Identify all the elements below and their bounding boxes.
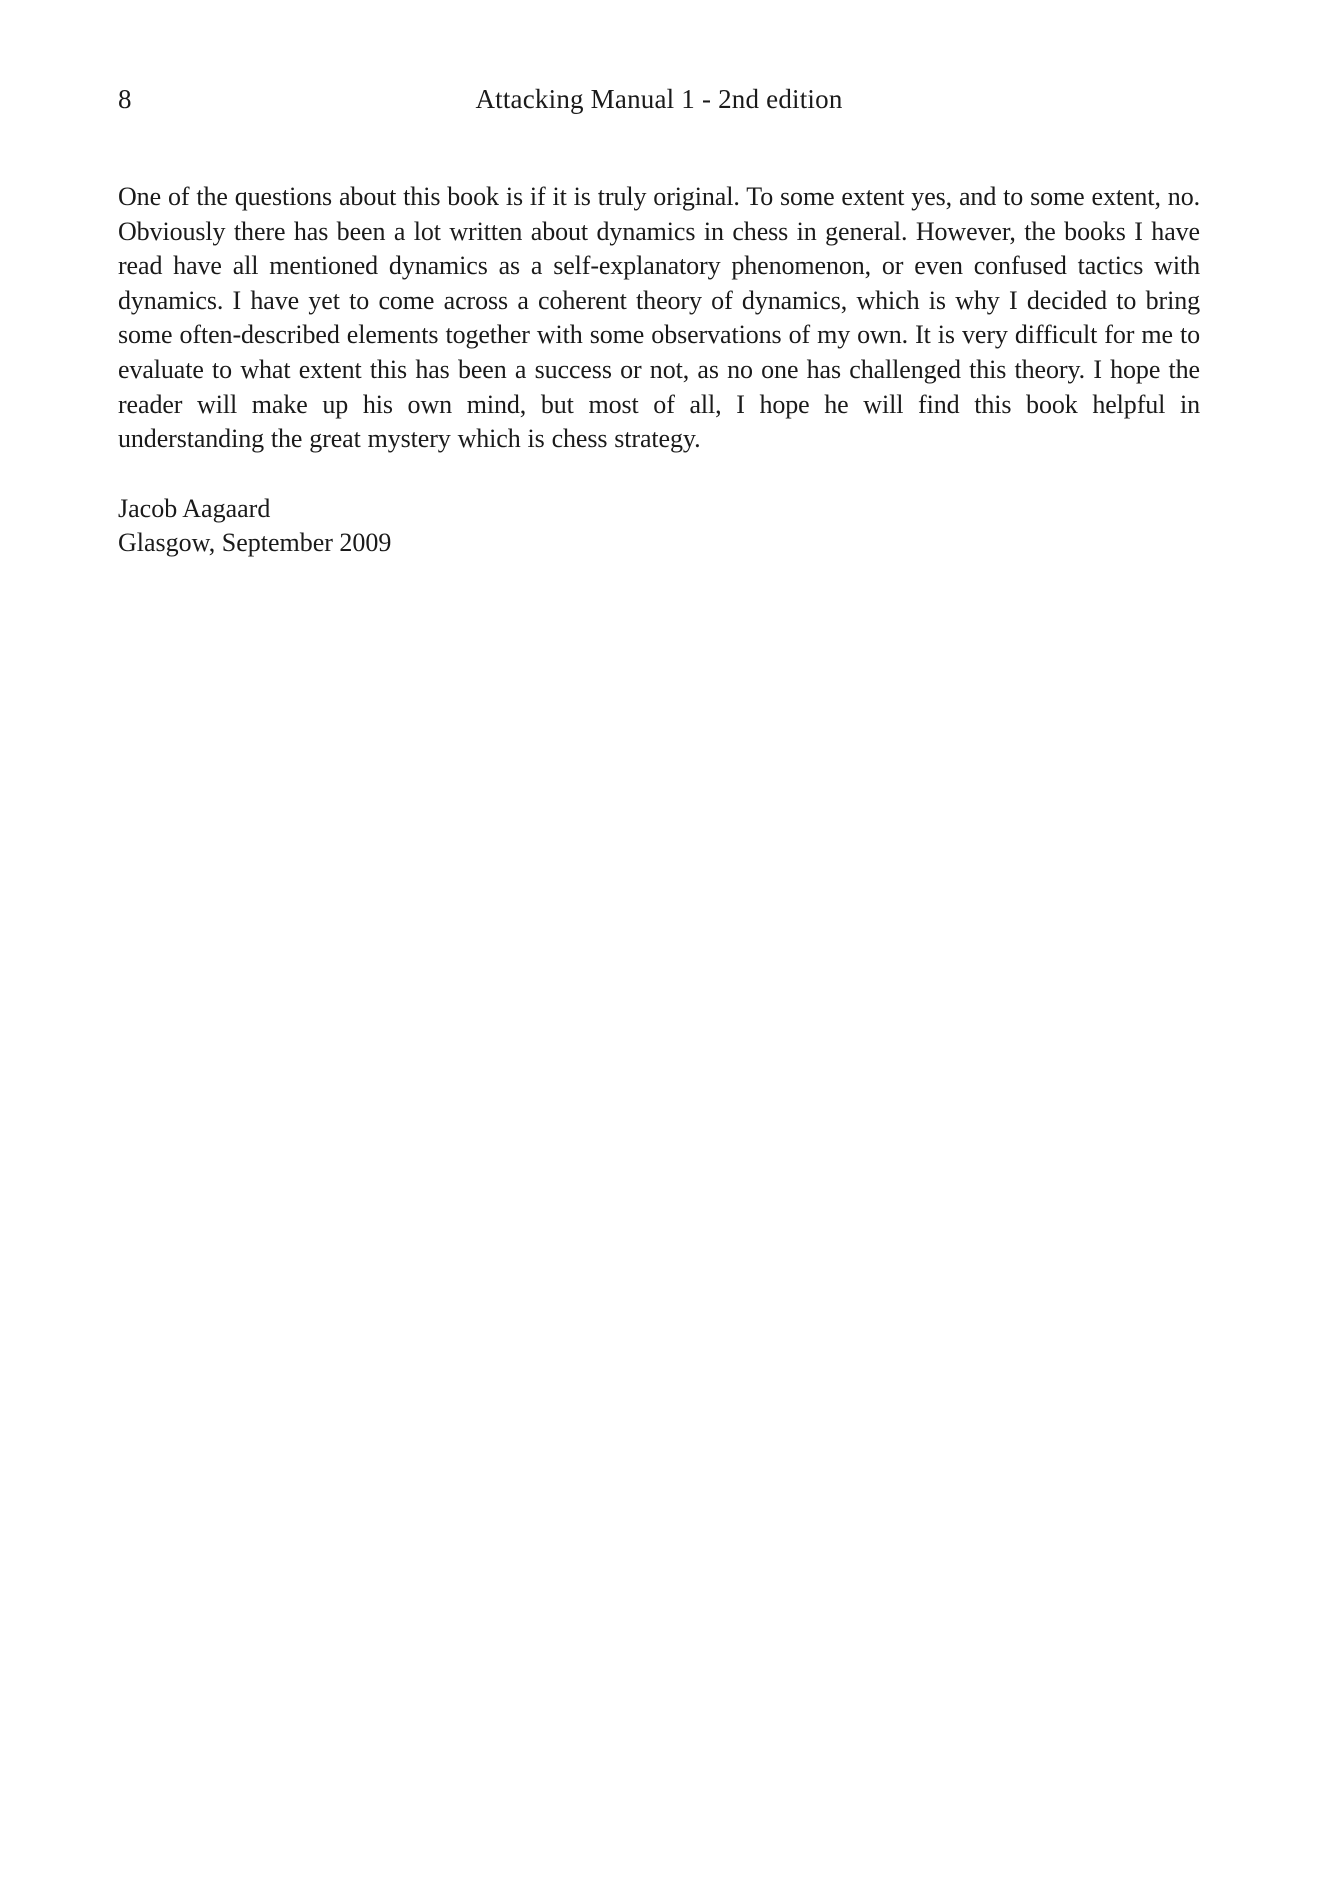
page-content: [118, 82, 1200, 561]
preface-paragraph: One of the questions about this book is if it is truly original. To some extent yes, and to some extent, no. Obviously there has been a lot written about dynamics in chess in general. However, the books I have read have all mentioned dynamics as a self-explanatory phenomenon, or even confused tactics with dynamics. I have yet to come across a coherent theory of dynamics, which is why I decided to bring some often-described elements together with some observations of my own. It is very difficult for me to evaluate to what extent this has been a success or not, as no one has challenged this theory. I hope the reader will make up his own mind, but most of all, I hope he will find this book helpful in understanding the great mystery which is chess strategy.: [118, 182, 1200, 454]
signature-place-date: Glasgow, September 2009: [118, 528, 392, 558]
running-header-title: Attacking Manual 1 - 2nd edition: [475, 84, 843, 114]
signature-name: Jacob Aagaard: [118, 493, 271, 523]
page-number: 8: [118, 84, 132, 114]
signature-block: [118, 492, 1200, 561]
running-header: [118, 82, 1200, 116]
